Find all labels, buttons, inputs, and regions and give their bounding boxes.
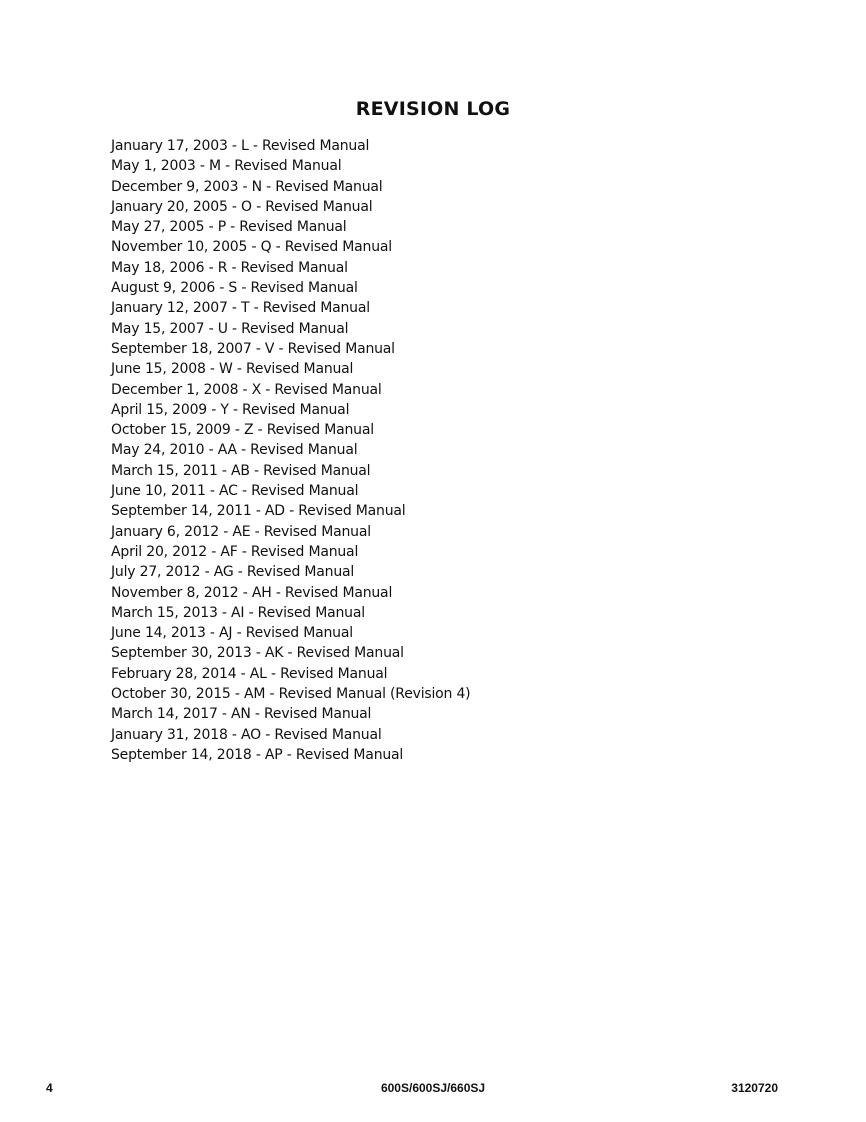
revision-entry: June 10, 2011 - AC - Revised Manual xyxy=(111,483,359,500)
revision-entry: December 1, 2008 - X - Revised Manual xyxy=(111,381,382,398)
revision-entry: November 8, 2012 - AH - Revised Manual xyxy=(111,584,393,601)
revision-entry: April 15, 2009 - Y - Revised Manual xyxy=(111,401,350,418)
footer-document-number: 3120720 xyxy=(731,1081,778,1095)
revision-entry: March 15, 2011 - AB - Revised Manual xyxy=(111,462,371,479)
revision-entry: January 12, 2007 - T - Revised Manual xyxy=(111,300,370,317)
revision-entry: January 20, 2005 - O - Revised Manual xyxy=(111,198,373,215)
revision-entry: May 18, 2006 - R - Revised Manual xyxy=(111,259,348,276)
revision-entry: September 14, 2018 - AP - Revised Manual xyxy=(111,746,404,763)
revision-entry: November 10, 2005 - Q - Revised Manual xyxy=(111,239,392,256)
revision-entry: September 30, 2013 - AK - Revised Manual xyxy=(111,645,404,662)
revision-entry: May 24, 2010 - AA - Revised Manual xyxy=(111,442,358,459)
revision-entry: December 9, 2003 - N - Revised Manual xyxy=(111,178,383,195)
revision-entry: May 27, 2005 - P - Revised Manual xyxy=(111,219,347,236)
footer-model: 600S/600SJ/660SJ xyxy=(380,1081,486,1095)
revision-entry: June 14, 2013 - AJ - Revised Manual xyxy=(111,625,353,642)
page-title: REVISION LOG xyxy=(355,98,511,120)
revision-entry: October 30, 2015 - AM - Revised Manual (Revision 4) xyxy=(111,686,471,703)
revision-entry: August 9, 2006 - S - Revised Manual xyxy=(111,280,358,297)
revision-entry: September 14, 2011 - AD - Revised Manual xyxy=(111,503,406,520)
revision-entry: January 31, 2018 - AO - Revised Manual xyxy=(111,726,382,743)
revision-entry: January 17, 2003 - L - Revised Manual xyxy=(111,138,370,154)
revision-entry: March 14, 2017 - AN - Revised Manual xyxy=(111,706,372,723)
footer-page-number: 4 xyxy=(46,1081,53,1095)
revision-entry: September 18, 2007 - V - Revised Manual xyxy=(111,340,395,357)
revision-entry: March 15, 2013 - AI - Revised Manual xyxy=(111,604,365,621)
revision-entry: January 6, 2012 - AE - Revised Manual xyxy=(111,523,371,540)
revision-entry: February 28, 2014 - AL - Revised Manual xyxy=(111,665,388,682)
revision-entry: October 15, 2009 - Z - Revised Manual xyxy=(111,422,374,439)
revision-entry: April 20, 2012 - AF - Revised Manual xyxy=(111,543,359,560)
revision-entry: May 1, 2003 - M - Revised Manual xyxy=(111,158,342,175)
revision-list xyxy=(111,136,470,765)
revision-entry: June 15, 2008 - W - Revised Manual xyxy=(111,361,354,378)
revision-entry: July 27, 2012 - AG - Revised Manual xyxy=(111,564,355,581)
revision-entry: May 15, 2007 - U - Revised Manual xyxy=(111,320,349,337)
